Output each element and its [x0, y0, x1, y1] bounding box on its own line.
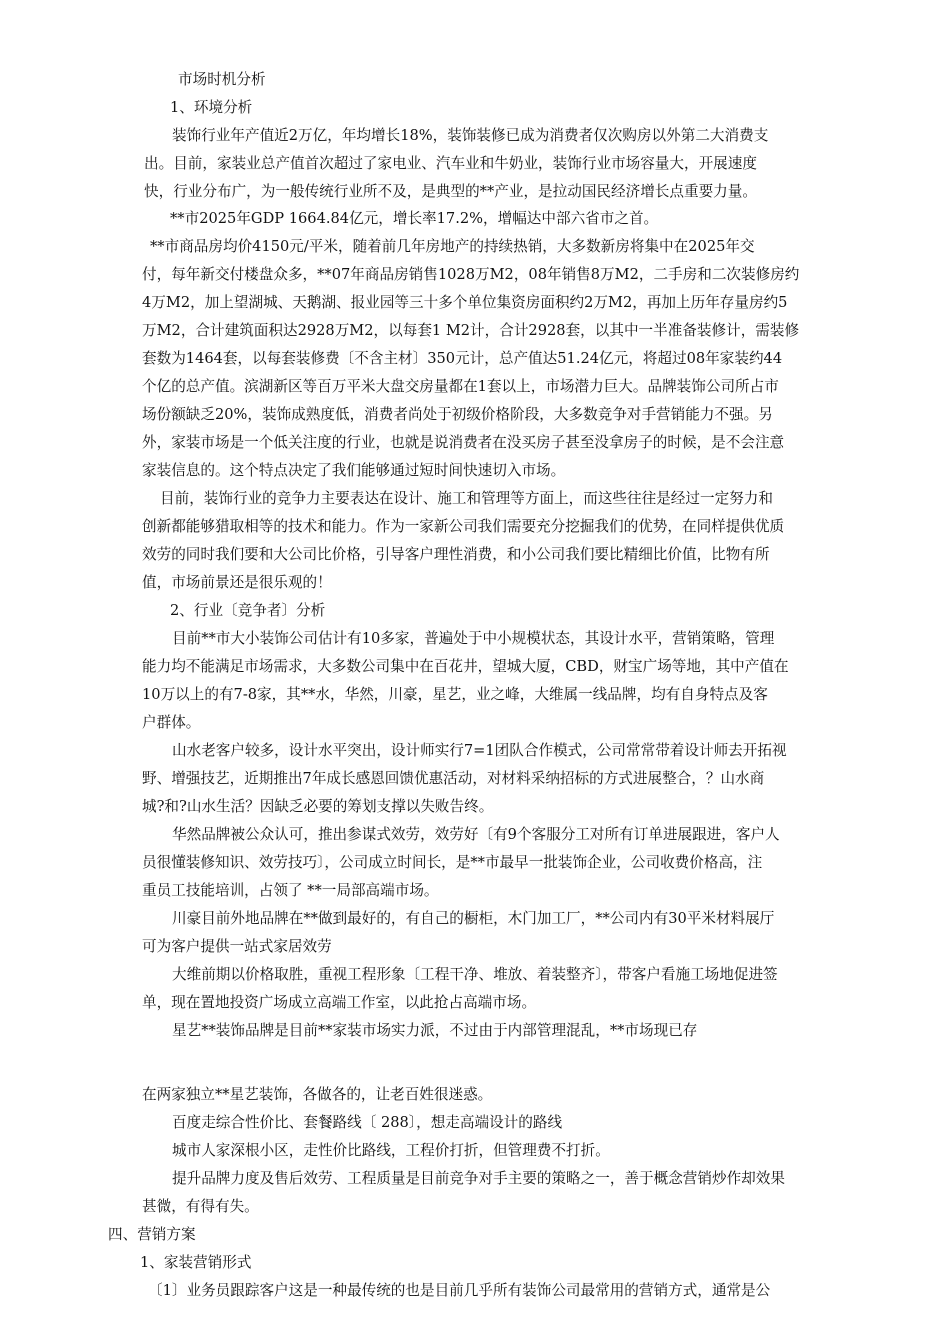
comp-p1-line2: 能力均不能满足市场需求，大多数公司集中在百花井，望城大厦，CBD，财宝广场等地，其中产值在	[142, 658, 789, 675]
plan-subheading: 1、家装营销形式	[140, 1254, 252, 1271]
comp-p2-line1: 山水老客户较多，设计水平突出，设计师实行7=1团队合作模式，公司常常带着设计师去开拓视	[172, 742, 787, 759]
comp-p1-line1: 目前**市大小装饰公司估计有10多家，普遍处于中小规模状态，其设计水平，营销策略，管理	[172, 630, 775, 647]
env-p3-line5: 套数为1464套，以每套装修费〔不含主材〕350元计，总产值达51.24亿元，将超过08年家装约44	[142, 350, 783, 367]
env-heading: 1、环境分析	[170, 99, 253, 116]
env-p1-line2: 出。目前，家装业总产值首次超过了家电业、汽车业和牛奶业，装饰行业市场容量大，开展速度	[144, 155, 757, 172]
comp-p3-line1: 华然品牌被公众认可，推出参谋式效劳，效劳好〔有9个客服分工对所有订单进展跟进，客户人	[172, 826, 780, 843]
plan-heading: 四、营销方案	[108, 1226, 196, 1243]
comp-p4-line1: 川豪目前外地品牌在**做到最好的，有自己的橱柜，木门加工厂，**公司内有30平米材料展厅	[172, 910, 775, 927]
comp-p6: 星艺**装饰品牌是目前**家装市场实力派，不过由于内部管理混乱，**市场现已存	[172, 1022, 698, 1039]
comp-p3-line3: 重员工技能培训，占领了 **一局部高端市场。	[142, 882, 439, 899]
env-p3-line9: 家装信息的。这个特点决定了我们能够通过短时间快速切入市场。	[142, 462, 566, 479]
env-p3-line7: 场份额缺乏20%，装饰成熟度低，消费者尚处于初级价格阶段，大多数竞争对手营销能力不强。另	[142, 406, 773, 423]
comp-p1-line3: 10万以上的有7-8家，其**水，华然，川豪，星艺，业之峰，大维属一线品牌，均有自身特点及客	[142, 686, 768, 703]
env-p3-line1: **市商品房均价4150元/平米，随着前几年房地产的持续热销，大多数新房将集中在2025年交	[150, 238, 755, 255]
plan-p1-line1: 〔1〕业务员跟踪客户这是一种最传统的也是目前几乎所有装饰公司最常用的营销方式，通常是公	[148, 1282, 771, 1299]
comp-heading: 2、行业〔竞争者〕分析	[170, 602, 326, 619]
comp-p5-line1: 大维前期以价格取胜，重视工程形象〔工程干净、堆放、着装整齐〕，带客户看施工场地促进签	[172, 966, 778, 983]
comp-p3-line2: 员很懂装修知识、效劳技巧〕，公司成立时间长，是**市最早一批装饰企业，公司收费价格高，注	[142, 854, 763, 871]
env-p3-line4: 万M2，合计建筑面积达2928万M2，以每套1 M2计，合计2928套，以其中一半准备装修计，需装修	[142, 322, 800, 339]
env-p1-line3: 快，行业分布广，为一般传统行业所不及，是典型的**产业，是拉动国民经济增长点重要力量。	[144, 183, 757, 200]
cont-p4-line1: 提升品牌力度及售后效劳、工程质量是目前竞争对手主要的策略之一，善于概念营销炒作却效果	[172, 1170, 785, 1187]
env-p4-line4: 值，市场前景还是很乐观的！	[142, 574, 332, 591]
env-p2: **市2025年GDP 1664.84亿元，增长率17.2%，增幅达中部六省市之首。	[170, 210, 659, 227]
env-p4-line1: 目前，装饰行业的竞争力主要表达在设计、施工和管理等方面上，而这些往往是经过一定努力和	[160, 490, 773, 507]
env-p4-line3: 效劳的同时我们要和大公司比价格，引导客户理性消费，和小公司我们要比精细比价值，比物有所	[142, 546, 770, 563]
env-p3-line3: 4万M2，加上望湖城、天鹅湖、报业园等三十多个单位集资房面积约2万M2，再加上历年存量房约5	[142, 294, 788, 311]
env-p3-line2: 付，每年新交付楼盘众多，**07年商品房销售1028万M2，08年销售8万M2，二手房和二次装修房约	[142, 266, 800, 283]
comp-p2-line2: 野、增强技艺，近期推出7年成长感恩回馈优惠活动，对材料采纳招标的方式进展整合，？山水商	[142, 770, 765, 787]
comp-p4-line2: 可为客户提供一站式家居效劳	[142, 938, 332, 955]
env-p3-line6: 个亿的总产值。滨湖新区等百万平米大盘交房量都在1套以上，市场潜力巨大。品牌装饰公司所占市	[142, 378, 779, 395]
cont-p1: 在两家独立**星艺装饰，各做各的，让老百姓很迷惑。	[142, 1086, 493, 1103]
env-p1-line1: 装饰行业年产值近2万亿，年均增长18%，装饰装修已成为消费者仅次购房以外第二大消费支	[172, 127, 769, 144]
cont-p2: 百度走综合性价比、套餐路线〔 288〕，想走高端设计的路线	[172, 1114, 563, 1131]
env-p4-line2: 创新都能够猎取相等的技术和能力。作为一家新公司我们需要充分挖掘我们的优势，在同样提供优质	[142, 518, 785, 535]
cont-p4-line2: 甚微，有得有失。	[142, 1198, 259, 1215]
comp-p2-line3: 城?和?山水生活？因缺乏必要的筹划支撑以失败告终。	[142, 798, 494, 815]
comp-p1-line4: 户群体。	[142, 714, 201, 731]
cont-p3: 城市人家深根小区，走性价比路线，工程价打折，但管理费不打折。	[172, 1142, 610, 1159]
env-p3-line8: 外，家装市场是一个低关注度的行业，也就是说消费者在没买房子甚至没拿房子的时候，是不会注意	[142, 434, 785, 451]
comp-p5-line2: 单，现在置地投资广场成立高端工作室，以此抢占高端市场。	[142, 994, 537, 1011]
section-title: 市场时机分析	[178, 71, 266, 88]
